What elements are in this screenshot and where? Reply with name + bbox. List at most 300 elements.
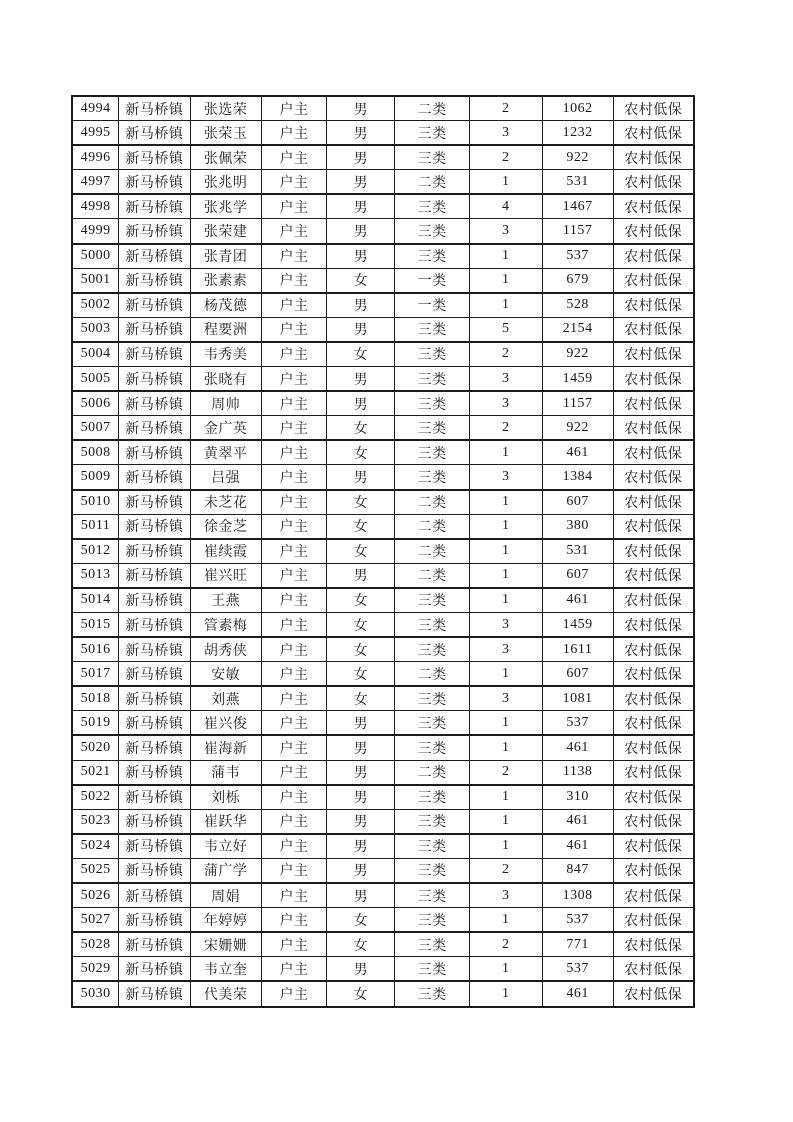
cell-relation_to_head: 户主 bbox=[261, 244, 327, 269]
cell-town: 新马桥镇 bbox=[119, 785, 191, 810]
cell-town: 新马桥镇 bbox=[119, 219, 191, 244]
cell-relation_to_head: 户主 bbox=[261, 735, 327, 760]
cell-town: 新马桥镇 bbox=[119, 539, 191, 564]
cell-amount: 531 bbox=[542, 170, 613, 195]
cell-household_members: 1 bbox=[469, 539, 542, 564]
cell-category: 三类 bbox=[395, 883, 470, 908]
cell-household_members: 1 bbox=[469, 785, 542, 810]
cell-town: 新马桥镇 bbox=[119, 416, 191, 441]
cell-benefit_type: 农村低保 bbox=[613, 785, 694, 810]
table-row bbox=[72, 416, 694, 441]
cell-category: 三类 bbox=[395, 858, 470, 883]
cell-category: 三类 bbox=[395, 735, 470, 760]
cell-amount: 461 bbox=[542, 440, 613, 465]
cell-town: 新马桥镇 bbox=[119, 711, 191, 736]
cell-amount: 1157 bbox=[542, 391, 613, 416]
table-row bbox=[72, 809, 694, 834]
table-row bbox=[72, 244, 694, 269]
table-row bbox=[72, 662, 694, 687]
cell-name: 黄翠平 bbox=[190, 440, 261, 465]
cell-household_members: 1 bbox=[469, 981, 542, 1007]
cell-gender: 男 bbox=[327, 760, 395, 785]
cell-household_members: 1 bbox=[469, 563, 542, 588]
cell-benefit_type: 农村低保 bbox=[613, 194, 694, 219]
cell-benefit_type: 农村低保 bbox=[613, 244, 694, 269]
cell-town: 新马桥镇 bbox=[119, 145, 191, 170]
cell-name: 张荣玉 bbox=[190, 121, 261, 146]
cell-category: 三类 bbox=[395, 317, 470, 342]
cell-gender: 女 bbox=[327, 514, 395, 539]
cell-amount: 922 bbox=[542, 145, 613, 170]
cell-category: 二类 bbox=[395, 490, 470, 515]
cell-name: 张兆学 bbox=[190, 194, 261, 219]
cell-relation_to_head: 户主 bbox=[261, 760, 327, 785]
cell-gender: 男 bbox=[327, 834, 395, 859]
cell-serial_no: 5006 bbox=[72, 391, 119, 416]
cell-amount: 1611 bbox=[542, 637, 613, 662]
table-row bbox=[72, 391, 694, 416]
cell-amount: 461 bbox=[542, 735, 613, 760]
cell-gender: 女 bbox=[327, 981, 395, 1007]
cell-household_members: 3 bbox=[469, 367, 542, 392]
cell-gender: 男 bbox=[327, 170, 395, 195]
cell-gender: 男 bbox=[327, 711, 395, 736]
cell-household_members: 2 bbox=[469, 416, 542, 441]
cell-gender: 女 bbox=[327, 539, 395, 564]
cell-category: 三类 bbox=[395, 219, 470, 244]
table-row bbox=[72, 317, 694, 342]
cell-category: 一类 bbox=[395, 293, 470, 318]
cell-town: 新马桥镇 bbox=[119, 981, 191, 1007]
cell-gender: 女 bbox=[327, 612, 395, 637]
cell-relation_to_head: 户主 bbox=[261, 858, 327, 883]
cell-amount: 1459 bbox=[542, 612, 613, 637]
cell-benefit_type: 农村低保 bbox=[613, 932, 694, 957]
cell-amount: 607 bbox=[542, 662, 613, 687]
cell-relation_to_head: 户主 bbox=[261, 981, 327, 1007]
cell-gender: 男 bbox=[327, 317, 395, 342]
cell-relation_to_head: 户主 bbox=[261, 662, 327, 687]
cell-household_members: 3 bbox=[469, 637, 542, 662]
cell-relation_to_head: 户主 bbox=[261, 465, 327, 490]
cell-name: 王燕 bbox=[190, 588, 261, 613]
table-body bbox=[72, 96, 694, 1007]
cell-town: 新马桥镇 bbox=[119, 883, 191, 908]
table-row bbox=[72, 612, 694, 637]
cell-serial_no: 4994 bbox=[72, 96, 119, 121]
table-row bbox=[72, 268, 694, 293]
cell-serial_no: 5021 bbox=[72, 760, 119, 785]
cell-amount: 607 bbox=[542, 563, 613, 588]
cell-category: 二类 bbox=[395, 539, 470, 564]
cell-relation_to_head: 户主 bbox=[261, 834, 327, 859]
cell-serial_no: 4998 bbox=[72, 194, 119, 219]
table-row bbox=[72, 170, 694, 195]
cell-amount: 1138 bbox=[542, 760, 613, 785]
cell-name: 张荣建 bbox=[190, 219, 261, 244]
cell-name: 崔跃华 bbox=[190, 809, 261, 834]
benefits-table bbox=[71, 95, 695, 1008]
cell-gender: 男 bbox=[327, 957, 395, 982]
cell-amount: 922 bbox=[542, 416, 613, 441]
cell-relation_to_head: 户主 bbox=[261, 883, 327, 908]
cell-gender: 女 bbox=[327, 342, 395, 367]
cell-name: 蒲广学 bbox=[190, 858, 261, 883]
cell-town: 新马桥镇 bbox=[119, 317, 191, 342]
cell-household_members: 1 bbox=[469, 268, 542, 293]
cell-relation_to_head: 户主 bbox=[261, 490, 327, 515]
cell-benefit_type: 农村低保 bbox=[613, 981, 694, 1007]
cell-gender: 男 bbox=[327, 785, 395, 810]
table-row bbox=[72, 219, 694, 244]
cell-benefit_type: 农村低保 bbox=[613, 342, 694, 367]
cell-amount: 461 bbox=[542, 981, 613, 1007]
cell-benefit_type: 农村低保 bbox=[613, 809, 694, 834]
cell-gender: 男 bbox=[327, 219, 395, 244]
cell-benefit_type: 农村低保 bbox=[613, 612, 694, 637]
cell-benefit_type: 农村低保 bbox=[613, 367, 694, 392]
cell-town: 新马桥镇 bbox=[119, 588, 191, 613]
cell-category: 三类 bbox=[395, 244, 470, 269]
cell-serial_no: 5011 bbox=[72, 514, 119, 539]
cell-town: 新马桥镇 bbox=[119, 809, 191, 834]
cell-benefit_type: 农村低保 bbox=[613, 908, 694, 933]
cell-name: 杨茂德 bbox=[190, 293, 261, 318]
cell-town: 新马桥镇 bbox=[119, 514, 191, 539]
cell-relation_to_head: 户主 bbox=[261, 121, 327, 146]
cell-town: 新马桥镇 bbox=[119, 563, 191, 588]
cell-town: 新马桥镇 bbox=[119, 391, 191, 416]
cell-household_members: 1 bbox=[469, 957, 542, 982]
cell-town: 新马桥镇 bbox=[119, 957, 191, 982]
cell-town: 新马桥镇 bbox=[119, 662, 191, 687]
cell-name: 崔兴旺 bbox=[190, 563, 261, 588]
cell-household_members: 3 bbox=[469, 391, 542, 416]
cell-gender: 男 bbox=[327, 465, 395, 490]
cell-serial_no: 5017 bbox=[72, 662, 119, 687]
table-row bbox=[72, 957, 694, 982]
cell-serial_no: 5001 bbox=[72, 268, 119, 293]
cell-benefit_type: 农村低保 bbox=[613, 834, 694, 859]
cell-relation_to_head: 户主 bbox=[261, 342, 327, 367]
cell-benefit_type: 农村低保 bbox=[613, 96, 694, 121]
cell-household_members: 2 bbox=[469, 932, 542, 957]
cell-serial_no: 5008 bbox=[72, 440, 119, 465]
cell-household_members: 1 bbox=[469, 244, 542, 269]
cell-benefit_type: 农村低保 bbox=[613, 588, 694, 613]
cell-name: 年婷婷 bbox=[190, 908, 261, 933]
cell-name: 蒲韦 bbox=[190, 760, 261, 785]
cell-benefit_type: 农村低保 bbox=[613, 662, 694, 687]
cell-household_members: 1 bbox=[469, 170, 542, 195]
cell-gender: 女 bbox=[327, 268, 395, 293]
cell-serial_no: 5010 bbox=[72, 490, 119, 515]
cell-household_members: 1 bbox=[469, 809, 542, 834]
cell-household_members: 1 bbox=[469, 490, 542, 515]
cell-serial_no: 5003 bbox=[72, 317, 119, 342]
cell-gender: 男 bbox=[327, 293, 395, 318]
cell-benefit_type: 农村低保 bbox=[613, 145, 694, 170]
cell-category: 三类 bbox=[395, 711, 470, 736]
table-row bbox=[72, 686, 694, 711]
cell-amount: 380 bbox=[542, 514, 613, 539]
cell-household_members: 1 bbox=[469, 514, 542, 539]
cell-name: 韦立奎 bbox=[190, 957, 261, 982]
cell-name: 宋姗姗 bbox=[190, 932, 261, 957]
cell-town: 新马桥镇 bbox=[119, 760, 191, 785]
cell-gender: 男 bbox=[327, 809, 395, 834]
cell-relation_to_head: 户主 bbox=[261, 686, 327, 711]
table-row bbox=[72, 785, 694, 810]
cell-household_members: 4 bbox=[469, 194, 542, 219]
cell-name: 吕强 bbox=[190, 465, 261, 490]
table-row bbox=[72, 342, 694, 367]
cell-serial_no: 5025 bbox=[72, 858, 119, 883]
cell-town: 新马桥镇 bbox=[119, 367, 191, 392]
cell-relation_to_head: 户主 bbox=[261, 391, 327, 416]
cell-benefit_type: 农村低保 bbox=[613, 293, 694, 318]
cell-name: 张晓有 bbox=[190, 367, 261, 392]
cell-benefit_type: 农村低保 bbox=[613, 416, 694, 441]
cell-serial_no: 4996 bbox=[72, 145, 119, 170]
cell-name: 周帅 bbox=[190, 391, 261, 416]
cell-benefit_type: 农村低保 bbox=[613, 490, 694, 515]
cell-name: 安敏 bbox=[190, 662, 261, 687]
cell-amount: 679 bbox=[542, 268, 613, 293]
cell-serial_no: 5024 bbox=[72, 834, 119, 859]
cell-household_members: 3 bbox=[469, 465, 542, 490]
cell-household_members: 1 bbox=[469, 834, 542, 859]
cell-gender: 男 bbox=[327, 391, 395, 416]
cell-household_members: 2 bbox=[469, 145, 542, 170]
cell-household_members: 1 bbox=[469, 735, 542, 760]
cell-serial_no: 5018 bbox=[72, 686, 119, 711]
cell-household_members: 1 bbox=[469, 711, 542, 736]
table-row bbox=[72, 490, 694, 515]
cell-relation_to_head: 户主 bbox=[261, 416, 327, 441]
cell-benefit_type: 农村低保 bbox=[613, 268, 694, 293]
cell-serial_no: 5014 bbox=[72, 588, 119, 613]
table-row bbox=[72, 121, 694, 146]
table-row bbox=[72, 465, 694, 490]
cell-serial_no: 5004 bbox=[72, 342, 119, 367]
cell-benefit_type: 农村低保 bbox=[613, 760, 694, 785]
cell-serial_no: 5007 bbox=[72, 416, 119, 441]
cell-town: 新马桥镇 bbox=[119, 342, 191, 367]
cell-serial_no: 5030 bbox=[72, 981, 119, 1007]
cell-benefit_type: 农村低保 bbox=[613, 391, 694, 416]
cell-gender: 男 bbox=[327, 735, 395, 760]
cell-household_members: 2 bbox=[469, 96, 542, 121]
cell-category: 三类 bbox=[395, 785, 470, 810]
cell-gender: 女 bbox=[327, 637, 395, 662]
table-row bbox=[72, 539, 694, 564]
cell-serial_no: 5023 bbox=[72, 809, 119, 834]
cell-household_members: 3 bbox=[469, 219, 542, 244]
table-row bbox=[72, 883, 694, 908]
cell-gender: 男 bbox=[327, 244, 395, 269]
cell-gender: 男 bbox=[327, 563, 395, 588]
table-row bbox=[72, 194, 694, 219]
cell-name: 崔兴俊 bbox=[190, 711, 261, 736]
cell-relation_to_head: 户主 bbox=[261, 293, 327, 318]
cell-relation_to_head: 户主 bbox=[261, 194, 327, 219]
cell-name: 张兆明 bbox=[190, 170, 261, 195]
cell-gender: 男 bbox=[327, 96, 395, 121]
cell-relation_to_head: 户主 bbox=[261, 514, 327, 539]
cell-town: 新马桥镇 bbox=[119, 244, 191, 269]
cell-serial_no: 5013 bbox=[72, 563, 119, 588]
cell-amount: 531 bbox=[542, 539, 613, 564]
cell-benefit_type: 农村低保 bbox=[613, 711, 694, 736]
cell-name: 徐金芝 bbox=[190, 514, 261, 539]
cell-amount: 607 bbox=[542, 490, 613, 515]
cell-gender: 女 bbox=[327, 440, 395, 465]
table-row bbox=[72, 293, 694, 318]
cell-amount: 537 bbox=[542, 244, 613, 269]
cell-town: 新马桥镇 bbox=[119, 490, 191, 515]
cell-name: 张素素 bbox=[190, 268, 261, 293]
cell-household_members: 2 bbox=[469, 342, 542, 367]
cell-relation_to_head: 户主 bbox=[261, 637, 327, 662]
table-row bbox=[72, 858, 694, 883]
cell-amount: 2154 bbox=[542, 317, 613, 342]
cell-household_members: 1 bbox=[469, 588, 542, 613]
cell-serial_no: 5015 bbox=[72, 612, 119, 637]
cell-serial_no: 4999 bbox=[72, 219, 119, 244]
cell-town: 新马桥镇 bbox=[119, 858, 191, 883]
cell-benefit_type: 农村低保 bbox=[613, 514, 694, 539]
cell-amount: 461 bbox=[542, 809, 613, 834]
cell-category: 三类 bbox=[395, 145, 470, 170]
cell-name: 韦立好 bbox=[190, 834, 261, 859]
cell-benefit_type: 农村低保 bbox=[613, 883, 694, 908]
cell-town: 新马桥镇 bbox=[119, 932, 191, 957]
cell-town: 新马桥镇 bbox=[119, 293, 191, 318]
table-row bbox=[72, 588, 694, 613]
cell-serial_no: 5027 bbox=[72, 908, 119, 933]
table-row bbox=[72, 145, 694, 170]
table-row bbox=[72, 711, 694, 736]
cell-amount: 461 bbox=[542, 834, 613, 859]
cell-household_members: 3 bbox=[469, 883, 542, 908]
cell-gender: 男 bbox=[327, 121, 395, 146]
cell-gender: 女 bbox=[327, 416, 395, 441]
cell-category: 二类 bbox=[395, 662, 470, 687]
cell-amount: 537 bbox=[542, 957, 613, 982]
table-row bbox=[72, 735, 694, 760]
cell-serial_no: 5020 bbox=[72, 735, 119, 760]
table-row bbox=[72, 981, 694, 1007]
cell-benefit_type: 农村低保 bbox=[613, 686, 694, 711]
cell-town: 新马桥镇 bbox=[119, 194, 191, 219]
table-row bbox=[72, 563, 694, 588]
cell-gender: 女 bbox=[327, 588, 395, 613]
cell-name: 胡秀侠 bbox=[190, 637, 261, 662]
cell-serial_no: 5026 bbox=[72, 883, 119, 908]
cell-benefit_type: 农村低保 bbox=[613, 637, 694, 662]
cell-category: 二类 bbox=[395, 760, 470, 785]
cell-serial_no: 4995 bbox=[72, 121, 119, 146]
cell-category: 三类 bbox=[395, 637, 470, 662]
cell-relation_to_head: 户主 bbox=[261, 539, 327, 564]
cell-town: 新马桥镇 bbox=[119, 686, 191, 711]
cell-category: 二类 bbox=[395, 96, 470, 121]
cell-town: 新马桥镇 bbox=[119, 612, 191, 637]
cell-serial_no: 5005 bbox=[72, 367, 119, 392]
cell-name: 程要洲 bbox=[190, 317, 261, 342]
cell-serial_no: 5002 bbox=[72, 293, 119, 318]
cell-serial_no: 5028 bbox=[72, 932, 119, 957]
cell-benefit_type: 农村低保 bbox=[613, 563, 694, 588]
cell-household_members: 5 bbox=[469, 317, 542, 342]
cell-amount: 1384 bbox=[542, 465, 613, 490]
cell-serial_no: 5012 bbox=[72, 539, 119, 564]
cell-category: 三类 bbox=[395, 588, 470, 613]
cell-category: 三类 bbox=[395, 686, 470, 711]
cell-household_members: 1 bbox=[469, 440, 542, 465]
table-row bbox=[72, 908, 694, 933]
cell-name: 代美荣 bbox=[190, 981, 261, 1007]
cell-category: 三类 bbox=[395, 932, 470, 957]
cell-gender: 男 bbox=[327, 367, 395, 392]
cell-town: 新马桥镇 bbox=[119, 735, 191, 760]
cell-serial_no: 5016 bbox=[72, 637, 119, 662]
cell-amount: 771 bbox=[542, 932, 613, 957]
table-row bbox=[72, 440, 694, 465]
cell-serial_no: 5019 bbox=[72, 711, 119, 736]
cell-household_members: 1 bbox=[469, 293, 542, 318]
cell-amount: 1062 bbox=[542, 96, 613, 121]
cell-category: 二类 bbox=[395, 170, 470, 195]
cell-gender: 女 bbox=[327, 908, 395, 933]
cell-household_members: 3 bbox=[469, 612, 542, 637]
cell-relation_to_head: 户主 bbox=[261, 317, 327, 342]
cell-gender: 女 bbox=[327, 490, 395, 515]
table-row bbox=[72, 514, 694, 539]
cell-category: 三类 bbox=[395, 391, 470, 416]
cell-category: 三类 bbox=[395, 834, 470, 859]
cell-household_members: 1 bbox=[469, 908, 542, 933]
cell-category: 二类 bbox=[395, 514, 470, 539]
cell-benefit_type: 农村低保 bbox=[613, 465, 694, 490]
cell-name: 韦秀美 bbox=[190, 342, 261, 367]
cell-relation_to_head: 户主 bbox=[261, 908, 327, 933]
cell-name: 张佩荣 bbox=[190, 145, 261, 170]
cell-name: 崔续霞 bbox=[190, 539, 261, 564]
cell-town: 新马桥镇 bbox=[119, 440, 191, 465]
cell-benefit_type: 农村低保 bbox=[613, 121, 694, 146]
cell-amount: 1081 bbox=[542, 686, 613, 711]
cell-category: 三类 bbox=[395, 342, 470, 367]
cell-name: 未芝花 bbox=[190, 490, 261, 515]
cell-category: 三类 bbox=[395, 612, 470, 637]
cell-amount: 922 bbox=[542, 342, 613, 367]
cell-category: 三类 bbox=[395, 809, 470, 834]
cell-name: 金广英 bbox=[190, 416, 261, 441]
cell-benefit_type: 农村低保 bbox=[613, 170, 694, 195]
cell-relation_to_head: 户主 bbox=[261, 809, 327, 834]
cell-amount: 461 bbox=[542, 588, 613, 613]
cell-serial_no: 5000 bbox=[72, 244, 119, 269]
cell-category: 三类 bbox=[395, 465, 470, 490]
cell-amount: 537 bbox=[542, 908, 613, 933]
cell-amount: 1467 bbox=[542, 194, 613, 219]
cell-town: 新马桥镇 bbox=[119, 465, 191, 490]
cell-gender: 男 bbox=[327, 858, 395, 883]
cell-relation_to_head: 户主 bbox=[261, 170, 327, 195]
cell-gender: 男 bbox=[327, 883, 395, 908]
